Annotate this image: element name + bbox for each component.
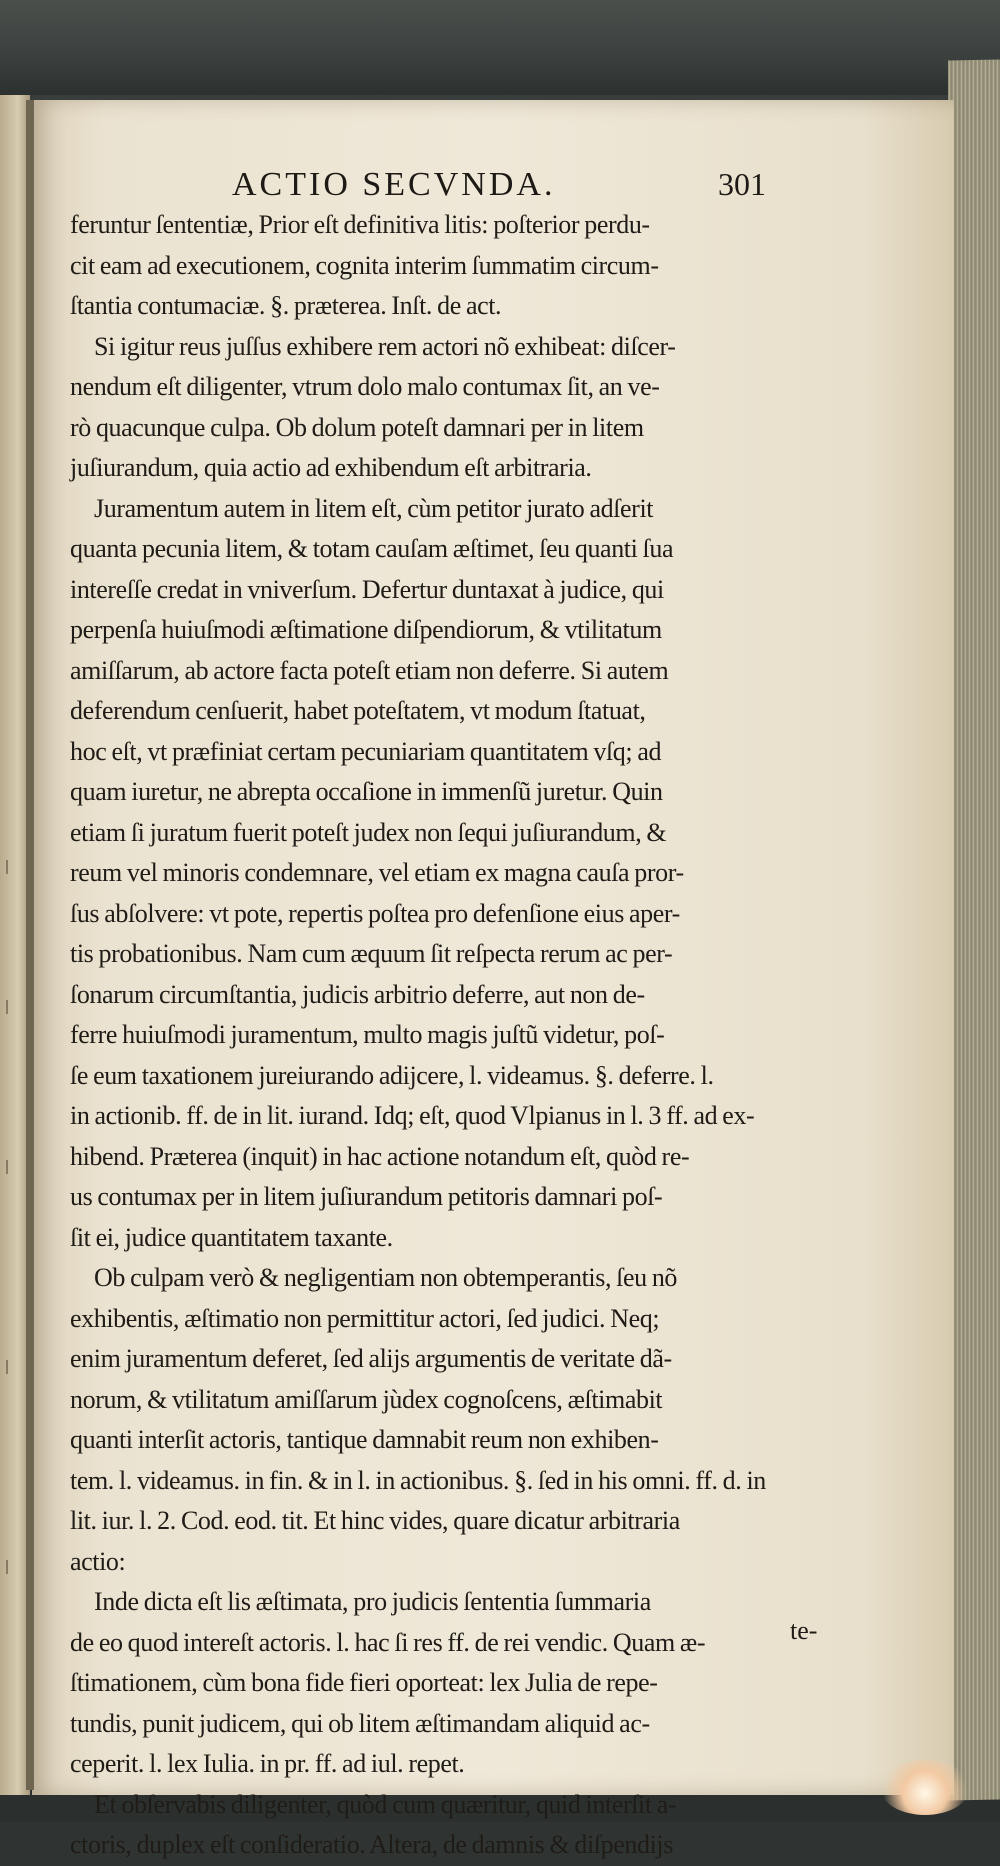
text-line: tundis, punit judicem, qui ob litem æſtimandam aliquid ac- <box>70 1708 650 1738</box>
text-line: exhibentis, æſtimatio non permittitur actori, ſed judici. Neq; <box>70 1303 660 1333</box>
text-line: Et obſervabis diligenter, quòd cum quæritur, quid interſit a- <box>94 1789 677 1819</box>
body-text <box>70 205 822 1866</box>
catchword: te- <box>790 1616 818 1645</box>
page-stack-edge <box>948 59 1000 1800</box>
text-line: hibend. Præterea (inquit) in hac actione notandum eſt, quòd re- <box>70 1141 690 1171</box>
text-line: reum vel minoris condemnare, vel etiam ex magna cauſa pror- <box>70 858 684 887</box>
text-line: actio: <box>70 1546 126 1576</box>
book-cover-top <box>0 0 1000 95</box>
text-line: ſonarum circumſtantia, judicis arbitrio deferre, aut non de- <box>70 979 645 1009</box>
page-header <box>0 166 1000 206</box>
text-line: us contumax per in litem juſiurandum petitoris damnari poſ- <box>70 1182 663 1211</box>
text-line: ceperit. l. lex Iulia. in pr. ff. ad iul. repet. <box>70 1749 465 1778</box>
text-line: tis probationibus. Nam cum æquum ſit reſpecta rerum ac per- <box>70 939 673 968</box>
text-line: Ob culpam verò & negligentiam non obtemperantis, ſeu nõ <box>94 1263 678 1292</box>
text-line: Juramentum autem in litem eſt, cùm petitor jurato adſerit <box>94 493 654 523</box>
page-number: 301 <box>718 166 766 202</box>
text-line: quam iuretur, ne abrepta occaſione in immenſũ juretur. Quin <box>70 777 663 806</box>
text-line: etiam ſi juratum fuerit poteſt judex non ſequi juſiurandum, & <box>70 817 667 847</box>
running-head: ACTIO SECVNDA. <box>232 166 556 203</box>
text-line: ſus abſolvere: vt pote, repertis poſtea pro defenſione eius aper- <box>70 898 680 928</box>
text-line: ſe eum taxationem jureiurando adijcere, l. videamus. §. deferre. l. <box>70 1060 714 1090</box>
text-line: deferendum cenſuerit, habet poteſtatem, vt modum ſtatuat, <box>70 696 646 725</box>
text-line: quanta pecunia litem, & totam cauſam æſtimet, ſeu quanti ſua <box>70 534 674 563</box>
text-line: ctoris, duplex eſt conſideratio. Altera, de damnis & diſpendijs <box>70 1830 673 1859</box>
text-line: amiſſarum, ab actore facta poteſt etiam non deferre. Si autem <box>70 655 669 685</box>
text-line: Inde dicta eſt lis æſtimata, pro judicis ſententia ſummaria <box>94 1587 651 1616</box>
text-line: nendum eſt diligenter, vtrum dolo malo contumax ſit, an ve- <box>70 372 660 401</box>
text-line: feruntur ſententiæ, Prior eſt definitiva litis: poſterior perdu- <box>70 210 650 239</box>
text-line: norum, & vtilitatum amiſſarum jùdex cognoſcens, æſtimabit <box>70 1384 663 1414</box>
text-line: ſtantia contumaciæ. §. præterea. Inſt. de act. <box>70 291 502 320</box>
text-line: ſit ei, judice quantitatem taxante. <box>70 1222 393 1252</box>
text-line: ferre huiuſmodi juramentum, multo magis juſtũ videtur, poſ- <box>70 1020 665 1049</box>
text-line: hoc eſt, vt præfiniat certam pecuniariam quantitatem vſq; ad <box>70 736 662 766</box>
text-line: cit eam ad executionem, cognita interim ſummatim circum- <box>70 250 659 280</box>
text-line: juſiurandum, quia actio ad exhibendum eſt arbitraria. <box>70 453 592 482</box>
text-line: intereſſe credat in vniverſum. Defertur duntaxat à judice, qui <box>70 574 664 604</box>
text-line: rò quacunque culpa. Ob dolum poteſt damnari per in litem <box>70 412 644 442</box>
text-line: ſtimationem, cùm bona fide fieri oporteat: lex Julia de repe- <box>70 1668 658 1697</box>
text-line: de eo quod intereſt actoris. l. hac ſi res ff. de rei vendic. Quam æ- <box>70 1627 706 1657</box>
text-line: lit. iur. l. 2. Cod. eod. tit. Et hinc vides, quare dicatur arbitraria <box>70 1506 680 1535</box>
text-line: quanti interſit actoris, tantique damnabit reum non exhiben- <box>70 1425 659 1454</box>
light-glare <box>880 1760 970 1815</box>
text-line: Si igitur reus juſſus exhibere rem actori nõ exhibeat: diſcer- <box>94 331 676 361</box>
text-line: tem. l. videamus. in fin. & in l. in actionibus. §. ſed in his omni. ff. d. in <box>70 1465 766 1495</box>
text-line: perpenſa huiuſmodi æſtimatione diſpendiorum, & vtilitatum <box>70 615 662 644</box>
text-line: enim juramentum deferet, ſed alijs argumentis de veritate dã- <box>70 1344 672 1373</box>
left-margin-marks <box>2 840 28 1740</box>
text-line: in actionib. ff. de in lit. iurand. Idq; eſt, quod Vlpianus in l. 3 ff. ad ex- <box>70 1101 755 1130</box>
